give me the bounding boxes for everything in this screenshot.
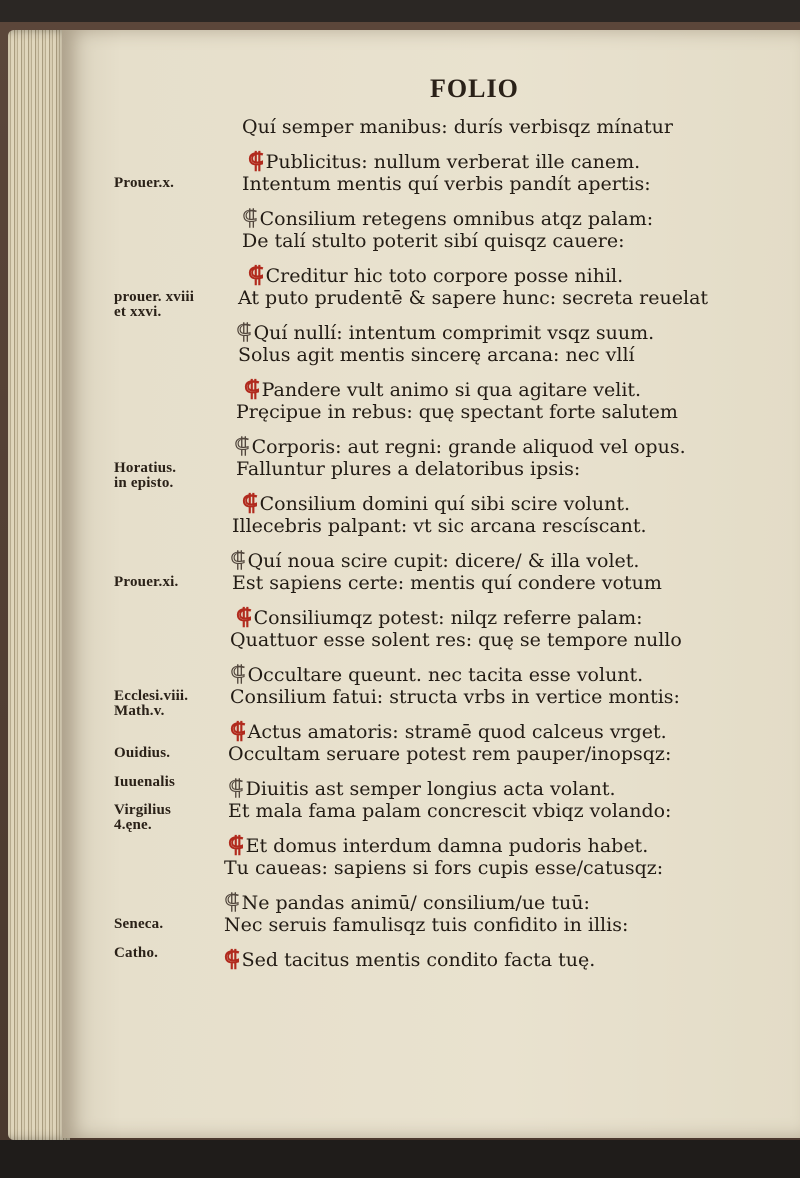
margin-note: Prouer.x. bbox=[114, 175, 175, 191]
verse-line bbox=[0, 511, 800, 540]
verse-text: At puto prudentē & sapere hunc: secreta reuelat bbox=[238, 287, 709, 309]
margin-note: Iuuenalis bbox=[114, 773, 175, 790]
verse-text-group bbox=[236, 458, 580, 480]
verse-text: Quí semper manibus: durís verbisqz mínatur bbox=[242, 116, 673, 138]
margin-note: Horatius. bbox=[114, 460, 177, 476]
verse-text-group bbox=[242, 230, 625, 252]
margin-note: Ouidius. bbox=[114, 745, 171, 761]
folio-header: FOLIO bbox=[430, 74, 519, 103]
verse-text: Occultare queunt. nec tacita esse volunt. bbox=[247, 663, 644, 686]
verse-line bbox=[0, 796, 800, 833]
verse-line bbox=[0, 454, 800, 491]
verse-text: De talí stulto poterit sibí quisqz cauere: bbox=[242, 230, 625, 252]
verse-text: Pręcipue in rebus: quę spectant forte salutem bbox=[236, 401, 678, 423]
verse-line bbox=[0, 369, 800, 402]
verse-line bbox=[0, 882, 800, 915]
rubric-pilcrow-icon: ⸿ bbox=[248, 261, 264, 288]
verse-line bbox=[0, 340, 800, 369]
verse-text-group bbox=[228, 743, 671, 765]
verse-text: Publicitus: nullum verberat ille canem. bbox=[265, 150, 641, 173]
verse-text: Quattuor esse solent res: quę se tempore nullo bbox=[230, 629, 682, 651]
verse-text: Illecebris palpant: vt sic arcana rescíscant. bbox=[232, 515, 647, 537]
verse-text: Consiliumqz potest: nilqz referre palam: bbox=[253, 606, 643, 629]
verse-text: Et domus interdum damna pudoris habet. bbox=[245, 834, 649, 857]
verse-line bbox=[0, 853, 800, 882]
verse-text: Quí nullí: intentum comprimit vsqz suum. bbox=[253, 321, 655, 344]
margin-note-continued: et xxvi. bbox=[114, 304, 162, 320]
verse-line bbox=[0, 711, 800, 744]
margin-note: Ecclesi.viii. bbox=[114, 688, 189, 704]
verse-text: Creditur hic toto corpore posse nihil. bbox=[265, 264, 624, 287]
verse-text: Sed tacitus mentis condito facta tuę. bbox=[241, 948, 596, 971]
verse-text-group bbox=[224, 943, 595, 973]
verse-text: Tu caueas: sapiens si fors cupis esse/catusqz: bbox=[224, 857, 664, 879]
verse-line bbox=[0, 198, 800, 231]
verse-text-group bbox=[238, 287, 708, 309]
verse-line bbox=[0, 682, 800, 719]
margin-note: Virgilius bbox=[114, 802, 172, 818]
rubric-pilcrow-icon: ⸿ bbox=[230, 717, 246, 744]
verse-line bbox=[0, 597, 800, 630]
verse-text-group bbox=[232, 572, 662, 594]
verse-text: Quí noua scire cupit: dicere/ & illa volet. bbox=[247, 549, 640, 572]
verse-line bbox=[0, 397, 800, 426]
verse-line bbox=[0, 283, 800, 320]
rubric-pilcrow-icon: ⸿ bbox=[224, 889, 240, 915]
verse-text-group bbox=[228, 800, 671, 822]
verse-text-group bbox=[238, 344, 635, 366]
verse-text: Ne pandas animū/ consilium/ue tuū: bbox=[241, 891, 590, 914]
verse-text: Et mala fama palam concrescit vbiqz volando: bbox=[228, 800, 672, 822]
verse-text: Pandere vult animo si qua agitare velit. bbox=[261, 378, 642, 401]
verse-block bbox=[0, 112, 800, 972]
rubric-pilcrow-icon: ⸿ bbox=[230, 661, 246, 687]
verse-line bbox=[0, 739, 800, 768]
rubric-pilcrow-icon: ⸿ bbox=[228, 775, 244, 801]
rubric-pilcrow-icon: ⸿ bbox=[230, 547, 246, 573]
verse-text-group bbox=[236, 401, 678, 423]
verse-line bbox=[0, 426, 800, 459]
margin-note: prouer. xviii bbox=[114, 289, 195, 305]
verse-text-group bbox=[224, 857, 663, 879]
verse-text-group bbox=[230, 629, 682, 651]
verse-text-group bbox=[242, 116, 673, 138]
verse-text-group bbox=[242, 173, 651, 195]
verse-text: Consilium fatui: structa vrbs in vertice montis: bbox=[230, 686, 680, 708]
verse-text-group bbox=[232, 515, 647, 537]
rubric-pilcrow-icon: ⸿ bbox=[244, 375, 260, 402]
verse-line bbox=[0, 483, 800, 516]
verse-line bbox=[0, 654, 800, 687]
rubric-pilcrow-icon: ⸿ bbox=[228, 831, 244, 858]
verse-text: Consilium retegens omnibus atqz palam: bbox=[259, 207, 654, 230]
verse-text-group bbox=[230, 686, 680, 708]
verse-text: Est sapiens certe: mentis quí condere votum bbox=[232, 572, 662, 594]
verse-line bbox=[0, 112, 800, 141]
verse-text: Falluntur plures a delatoribus ipsis: bbox=[236, 458, 581, 480]
verse-text: Consilium domini quí sibi scire volunt. bbox=[259, 492, 630, 515]
margin-note: Catho. bbox=[114, 944, 159, 961]
verse-text-group bbox=[224, 914, 628, 936]
margin-note: Seneca. bbox=[114, 916, 164, 932]
verse-line bbox=[0, 312, 800, 345]
verse-text: Diuitis ast semper longius acta volant. bbox=[245, 777, 616, 800]
margin-note-continued: in episto. bbox=[114, 475, 174, 491]
verse-text: Solus agit mentis sincerę arcana: nec vllí bbox=[238, 344, 635, 366]
margin-note-continued: Math.v. bbox=[114, 703, 165, 719]
verse-text: Nec seruis famulisqz tuis confidito in illis: bbox=[224, 914, 629, 936]
rubric-pilcrow-icon: ⸿ bbox=[224, 945, 240, 972]
verse-line bbox=[0, 255, 800, 288]
rubric-pilcrow-icon: ⸿ bbox=[248, 147, 264, 174]
verse-line bbox=[0, 540, 800, 573]
margin-note: Prouer.xi. bbox=[114, 574, 179, 590]
verse-text: Corporis: aut regni: grande aliquod vel opus. bbox=[251, 435, 686, 458]
rubric-pilcrow-icon: ⸿ bbox=[236, 603, 252, 630]
margin-note-continued: 4.ęne. bbox=[114, 817, 152, 833]
verse-line bbox=[0, 141, 800, 174]
verse-line bbox=[0, 910, 800, 939]
verse-line bbox=[0, 768, 800, 801]
verse-line bbox=[0, 939, 800, 972]
verse-line bbox=[0, 226, 800, 255]
rubric-pilcrow-icon: ⸿ bbox=[242, 489, 258, 516]
verse-text: Actus amatoris: stramē quod calceus vrget. bbox=[247, 720, 667, 743]
verse-text: Intentum mentis quí verbis pandít apertis: bbox=[242, 173, 651, 195]
rubric-pilcrow-icon: ⸿ bbox=[242, 205, 258, 231]
verse-line bbox=[0, 568, 800, 597]
verse-line bbox=[0, 625, 800, 654]
verse-text: Occultam seruare potest rem pauper/inopsqz: bbox=[228, 743, 672, 765]
table-surface bbox=[0, 1140, 800, 1178]
rubric-pilcrow-icon: ⸿ bbox=[236, 319, 252, 345]
verse-line bbox=[0, 169, 800, 198]
rubric-pilcrow-icon: ⸿ bbox=[234, 433, 250, 459]
verse-line bbox=[0, 825, 800, 858]
